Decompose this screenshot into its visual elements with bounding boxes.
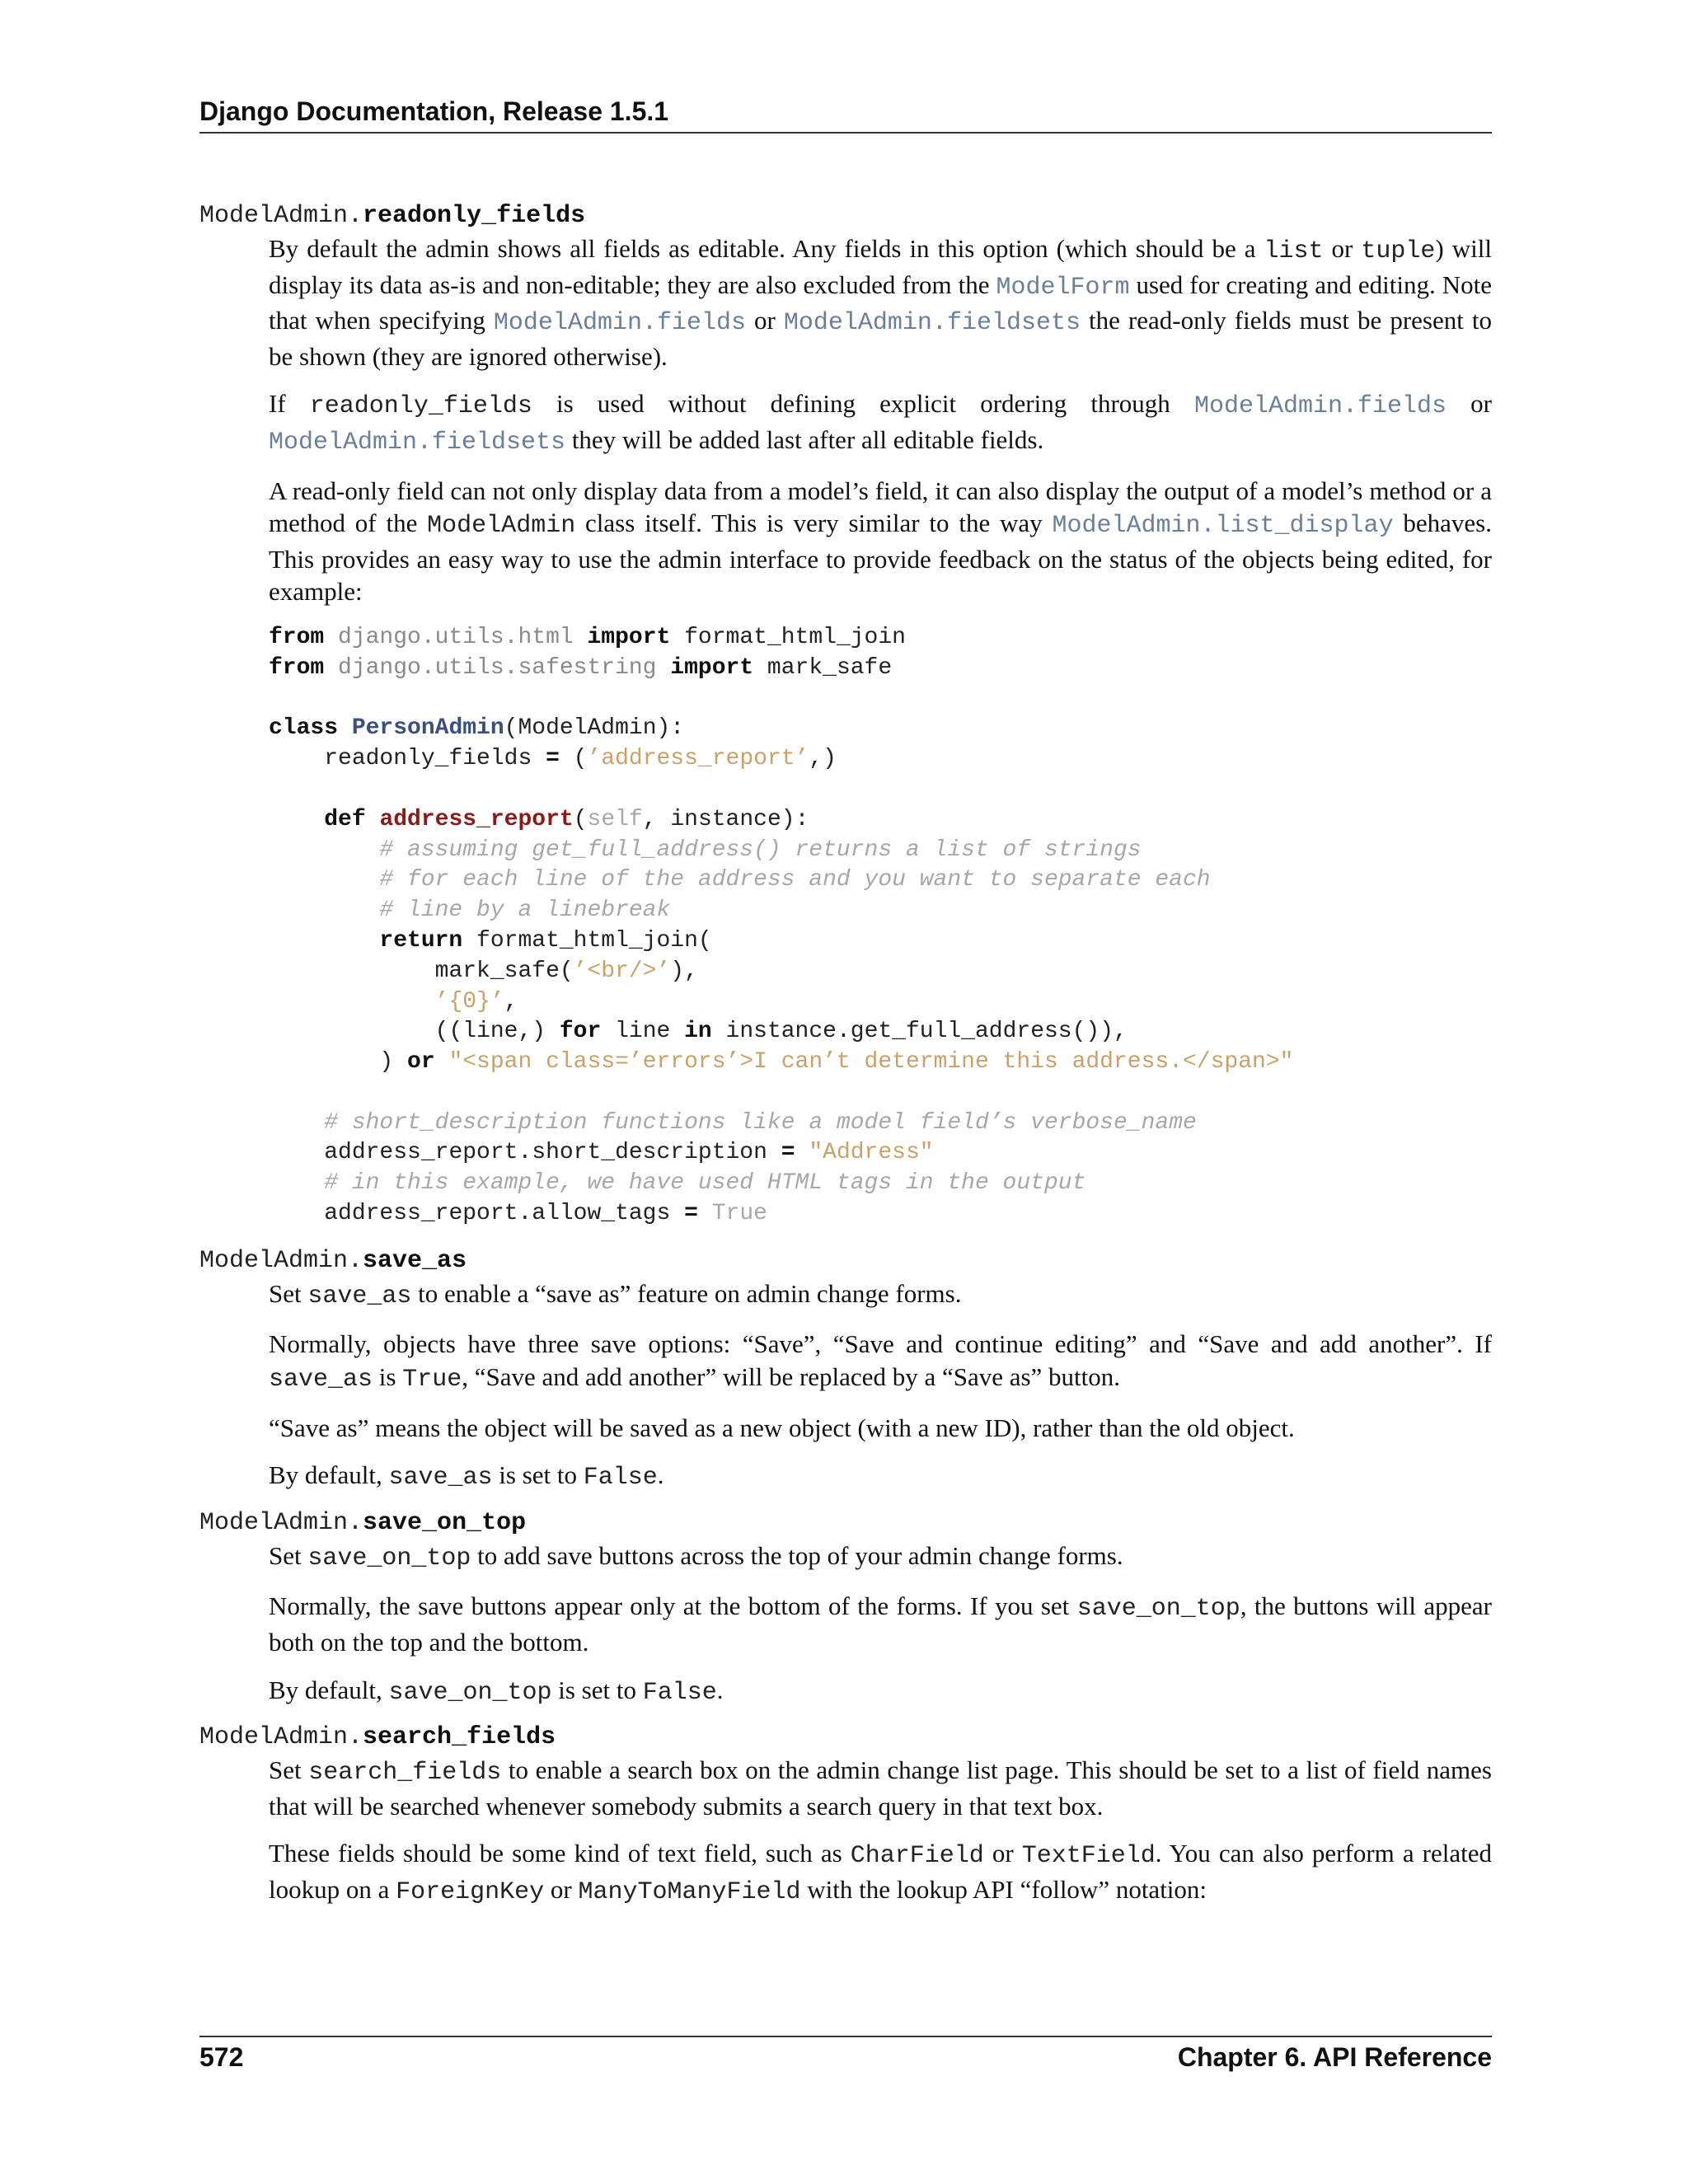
attribute-name: search_fields	[363, 1723, 556, 1752]
attribute-name: save_on_top	[363, 1508, 527, 1537]
inline-code: True	[402, 1366, 462, 1394]
inline-code: list	[1264, 237, 1324, 265]
attribute-save-on-top	[199, 1507, 1492, 1709]
attribute-search-fields	[199, 1721, 1492, 1909]
paragraph: Set save_as to enable a “save as” feature on admin change forms.	[269, 1278, 962, 1310]
inline-code: save_on_top	[388, 1678, 552, 1707]
paragraph: Set search_fields to enable a search box on the admin change list page. This should be set to a list of field names that will be searched whenever somebody submits a search query in that text box.	[269, 1755, 1492, 1821]
paragraph: Normally, the save buttons appear only at the bottom of the forms. If you set save_on_top, the buttons will appear both on the top and the bottom.	[269, 1591, 1493, 1657]
paragraph: If readonly_fields is used without defining explicit ordering through ModelAdmin.fields or ModelAdmin.fieldsets they will be added last after all editable fields.	[269, 389, 1492, 457]
paragraph: By default the admin shows all fields as editable. Any fields in this option (which should be a list or tuple) will display its data as-is and non-editable; they are also excluded from the ModelForm used for creating and editing. Note that when specifying ModelAdmin.fields or ModelAdmin.fieldsets the read-only fields must be present to be shown (they are ignored otherwise).	[269, 234, 1493, 371]
attribute-description	[269, 1754, 1492, 1909]
inline-code: ForeignKey	[396, 1878, 545, 1906]
page-number: 572	[199, 2042, 244, 2072]
paragraph: These fields should be some kind of text field, such as CharField or TextField. You can also perform a related lookup on a ForeignKey or ManyToManyField with the lookup API “follow” notation:	[269, 1839, 1493, 1906]
attribute-name: save_as	[363, 1246, 467, 1275]
inline-code: ModelAdmin	[427, 512, 576, 541]
inline-code: TextField	[1021, 1842, 1156, 1871]
attribute-save-as	[199, 1244, 1492, 1495]
inline-code: save_as	[269, 1366, 373, 1394]
doc-link-modelform[interactable]: ModelForm	[996, 273, 1130, 302]
attribute-signature: ModelAdmin.readonly_fields	[199, 202, 586, 230]
attribute-description	[269, 1277, 1492, 1495]
attribute-readonly-fields	[199, 199, 1492, 1230]
inline-code: tuple	[1361, 237, 1436, 265]
inline-code: False	[583, 1464, 658, 1493]
inline-code: False	[642, 1678, 717, 1707]
attribute-description	[269, 1540, 1492, 1709]
attribute-signature: ModelAdmin.save_on_top	[199, 1508, 527, 1537]
paragraph: “Save as” means the object will be saved as a new object (with a new ID), rather than the old object.	[269, 1413, 1295, 1442]
paragraph: A read-only field can not only display data from a model’s field, it can also display the output of a model’s method or a method of the ModelAdmin class itself. This is very similar to the way ModelAdmin.list_display behaves. This provides an easy way to use the admin interface to provide feedback on the status of the objects being edited, for example:	[269, 476, 1492, 607]
document-title: Django Documentation, Release 1.5.1	[199, 96, 669, 126]
doc-link-modeladmin-fieldsets[interactable]: ModelAdmin.fieldsets	[269, 428, 566, 457]
attribute-name: readonly_fields	[363, 202, 586, 230]
doc-link-modeladmin-list-display[interactable]: ModelAdmin.list_display	[1052, 512, 1394, 541]
paragraph: Set save_on_top to add save buttons across the top of your admin change forms.	[269, 1540, 1123, 1572]
page-header	[199, 92, 1492, 134]
attribute-signature: ModelAdmin.search_fields	[199, 1723, 556, 1752]
paragraph: Normally, objects have three save options: “Save”, “Save and continue editing” and “Save and add another”. If save_as is True, “Save and add another” will be replaced by a “Save as” button.	[269, 1329, 1492, 1394]
attribute-description	[269, 232, 1492, 1230]
page-content	[199, 199, 1492, 1921]
paragraph: By default, save_on_top is set to False.	[269, 1675, 724, 1707]
inline-code: readonly_fields	[309, 392, 532, 421]
inline-code: save_as	[388, 1464, 493, 1493]
inline-code: save_on_top	[1076, 1595, 1240, 1624]
inline-code: save_on_top	[307, 1544, 471, 1572]
inline-code: CharField	[850, 1842, 984, 1871]
inline-code: save_as	[307, 1282, 412, 1310]
chapter-title: Chapter 6. API Reference	[1177, 2042, 1492, 2072]
footer-divider	[199, 2036, 1492, 2037]
inline-code: search_fields	[308, 1759, 502, 1788]
doc-link-modeladmin-fieldsets[interactable]: ModelAdmin.fieldsets	[783, 309, 1081, 338]
doc-link-modeladmin-fields[interactable]: ModelAdmin.fields	[493, 309, 746, 338]
attribute-signature: ModelAdmin.save_as	[199, 1246, 467, 1275]
code-block: from django.utils.html import format_html_join from django.utils.safestring import mark_safe class PersonAdmin(ModelAdmin): readonly_fields = (’address_report’,) def address_report(self, instance): # assuming get_full_address() returns a list of strings # for each line of the address and you want to separate each # line by a linebreak return format_html_join( mark_safe(’<br/>’), ’{0}’, ((line,) for line in instance.get_full_address()), ) or "<span class=’errors’>I can’t determine this address.</span>" # short_description functions like a model field’s verbose_name address_report.short_description = "Address" # in this example, we have used HTML tags in the output address_report.allow_tags = True	[269, 624, 1294, 1227]
doc-link-modeladmin-fields[interactable]: ModelAdmin.fields	[1193, 392, 1447, 421]
inline-code: ManyToManyField	[578, 1878, 801, 1906]
paragraph: By default, save_as is set to False.	[269, 1460, 664, 1493]
